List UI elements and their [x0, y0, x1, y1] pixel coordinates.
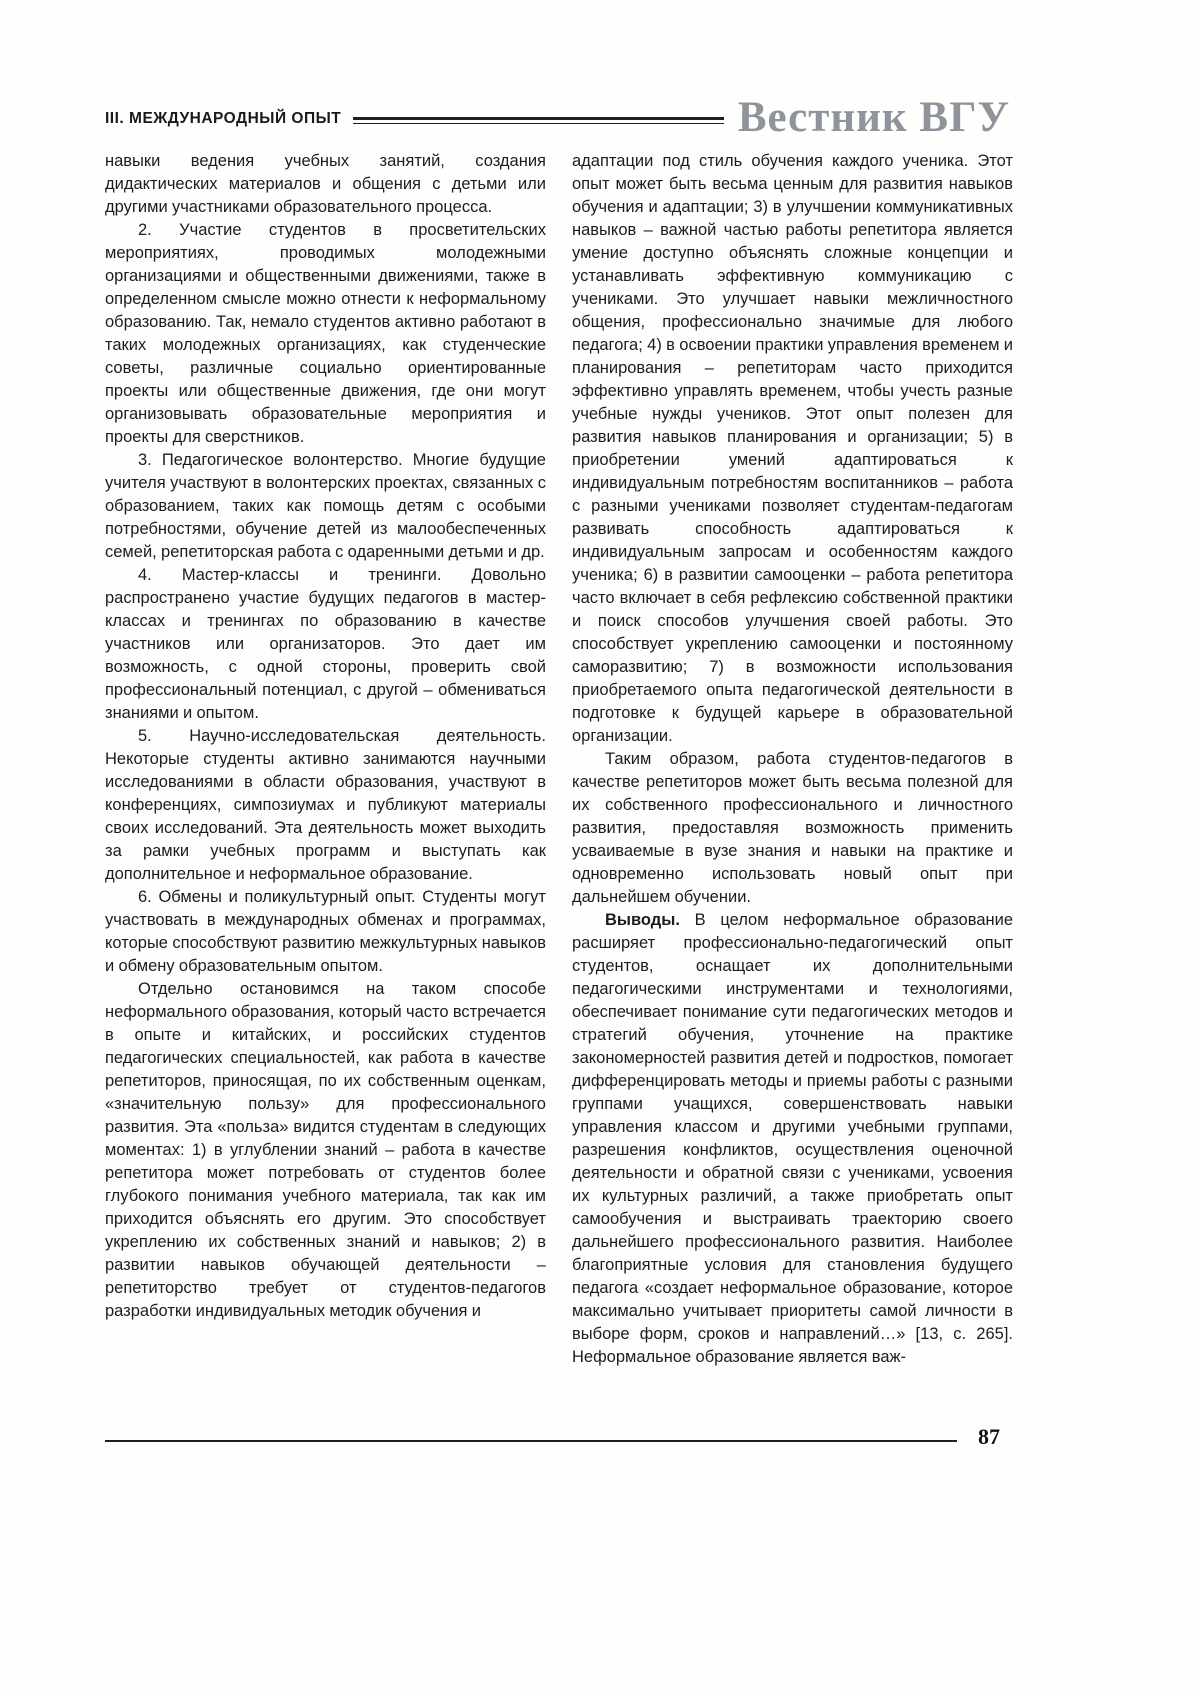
header-double-rule — [353, 117, 724, 124]
paragraph-item-3: 3. Педагогическое волонтерство. Многие будущие учителя участвуют в волонтерских проектах, связанных с образованием, таких как помощь детям с особыми потребностями, обучение детей из малообеспеченных семей, репетиторская работа с одаренными детьми и др. — [105, 451, 546, 561]
paragraph-item-4: 4. Мастер-классы и тренинги. Довольно распространено участие будущих педагогов в мастер-классах и тренингах по образованию в качестве участников или организаторов. Это дает им возможность, с одной стороны, проверить свой профессиональный потенциал, с другой – обмениваться знаниями и опытом. — [105, 566, 546, 722]
paragraph-continuation: навыки ведения учебных занятий, создания дидактических материалов и общения с детьми или другими участниками образовательного процесса. — [105, 152, 546, 216]
paragraph-continuation: адаптации под стиль обучения каждого ученика. Этот опыт может быть весьма ценным для развития навыков обучения и адаптации; 3) в улучшении коммуникативных навыков – важной частью работы репетитора является умение доступно объяснять сложные концепции и устанавливать эффективную коммуникацию с учениками. Это улучшает навыки межличностного общения, профессионально значимые для любого педагога; 4) в освоении практики управления временем и планирования – репетиторам часто приходится эффективно управлять временем, чтобы учесть разные учебные нужды учеников. Этот опыт полезен для развития навыков планирования и организации; 5) в приобретении умений адаптироваться к индивидуальным потребностям воспитанников – работа с разными учениками позволяет студентам-педагогам развивать способность адаптироваться к индивидуальным запросам и особенностям каждого ученика; 6) в развитии самооценки – работа репетитора часто включает в себя рефлексию собственной практики и поиск способов улучшения своей работы. Это способствует укреплению самооценки и постоянному саморазвитию; 7) в возможности использования приобретаемого опыта педагогической деятельности в подготовке к будущей карьере в образовательной организации. — [572, 152, 1013, 745]
paragraph-conclusions — [572, 909, 1013, 1369]
paragraph-item-2: 2. Участие студентов в просветительских мероприятиях, проводимых молодежными организациями и общественными движениями, также в определенном смысле можно отнести к неформальному образованию. Так, немало студентов активно работают в таких молодежных организациях, как студенческие советы, различные социально ориентированные проекты или общественные движения, где они могут организовывать образовательные мероприятия и проекты для сверстников. — [105, 221, 546, 446]
footer-rule — [105, 1440, 957, 1442]
paragraph-item-5: 5. Научно-исследовательская деятельность. Некоторые студенты активно занимаются научными исследованиями в области образования, участвуют в конференциях, симпозиумах и публикуют материалы своих исследований. Эта деятельность может выходить за рамки учебных программ и выступать как дополнительное и неформальное образование. — [105, 727, 546, 883]
paragraph-item-6: 6. Обмены и поликультурный опыт. Студенты могут участвовать в международных обменах и программах, которые способствуют развитию межкультурных навыков и обмену образовательным опытом. — [105, 888, 546, 975]
column-right — [572, 150, 1013, 1369]
paragraph-summary: Таким образом, работа студентов-педагогов в качестве репетиторов может быть весьма полезной для их собственного профессионального и личностного развития, предоставляя возможность применить усваиваемые в вузе знания и навыки на практике и одновременно использовать новый опыт при дальнейшем обучении. — [572, 750, 1013, 906]
column-left — [105, 150, 546, 1369]
paragraph-tutoring: Отдельно остановимся на таком способе неформального образования, который часто встречается в опыте и китайских, и российских студентов педагогических специальностей, как работа в качестве репетиторов, приносящая, по их собственным оценкам, «значительную пользу» для профессионального развития. Эта «польза» видится студентам в следующих моментах: 1) в углублении знаний – работа в качестве репетитора может потребовать от студентов более глубокого понимания учебного материала, так как им приходится объяснять его другим. Это способствует укреплению их собственных знаний и навыков; 2) в развитии навыков обучающей деятельности – репетиторство требует от студентов-педагогов разработки индивидуальных методик обучения и — [105, 980, 546, 1320]
section-title: III. МЕЖДУНАРОДНЫЙ ОПЫТ — [105, 110, 342, 127]
article-body — [105, 150, 1013, 1369]
page-number: 87 — [978, 1424, 1000, 1449]
conclusions-lead: Выводы. — [605, 911, 680, 929]
journal-logo: Вестник ВГУ — [737, 93, 1010, 141]
page-header — [105, 88, 1010, 146]
conclusions-text: В целом неформальное образование расширяет профессионально-педагогический опыт студентов, оснащает их дополнительными педагогическими инструментами и технологиями, обеспечивает понимание сути педагогических методов и стратегий обучения, уточнение на практике закономерностей развития детей и подростков, помогает дифференцировать методы и приемы работы с разными группами учащихся, совершенствовать навыки управления классом и другими учебными группами, разрешения конфликтов, осуществления оценочной деятельности и обратной связи с учениками, усвоения их культурных различий, а также приобретать опыт самообучения и выстраивать траекторию своего дальнейшего профессионального развития. Наиболее благоприятные условия для становления будущего педагога «создает неформальное образование, которое максимально учитывает приоритеты самой личности в выборе форм, сроков и направлений…» [13, с. 265]. Неформальное образование является важ- — [572, 911, 1013, 1366]
